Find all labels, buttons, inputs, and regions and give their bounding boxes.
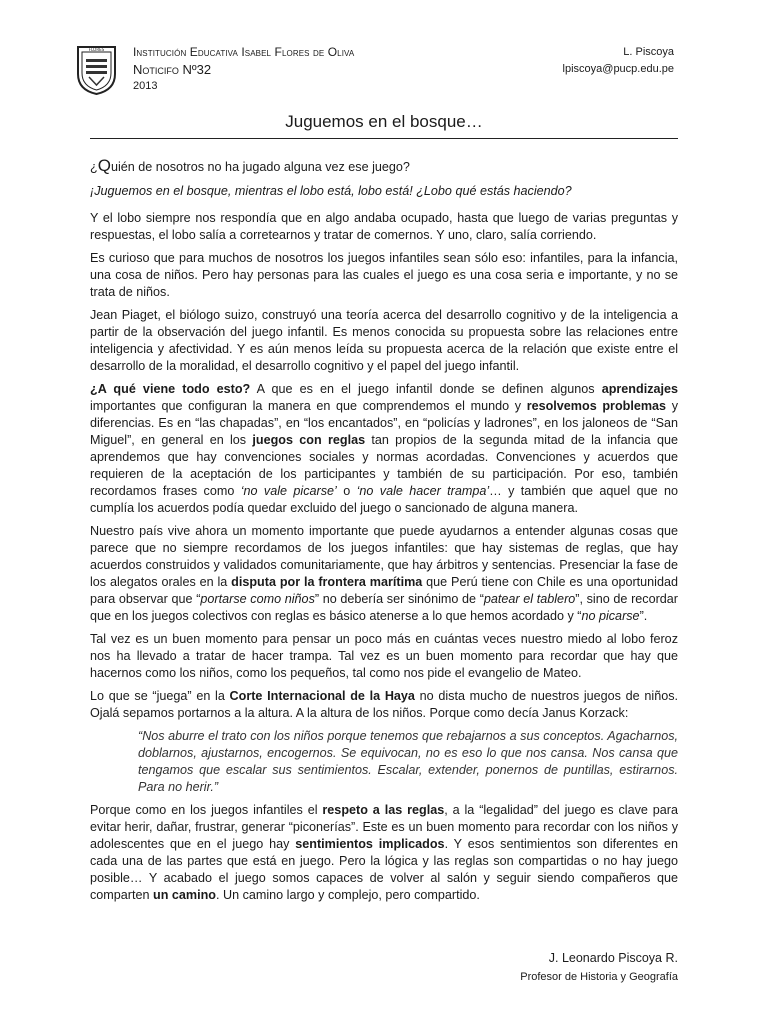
institution-name: Institución Educativa Isabel Flores de Oliva	[133, 45, 355, 59]
header-left	[133, 44, 354, 95]
signature-role: Profesor de Historia y Geografía	[520, 971, 678, 983]
author-email: lpiscoya@pucp.edu.pe	[562, 63, 674, 75]
paragraph-5: Nuestro país vive ahora un momento importante que puede ayudarnos a entender algunas cosas que parece que no siempre recordamos de los juegos infantiles: que hay sistemas de reglas, que hay acuerdos construidos y validados comunitariamente, que hay árbitros y sentencias. Presenciar la fase de los alegatos orales en la disputa por la frontera marítima que Perú tiene con Chile es una oportunidad para observar que “portarse como niños” no debería ser sinónimo de “patear el tablero”, sino de recordar que en los juegos colectivos con reglas es básico atenerse a lo que hemos acordado y “no picarse”.	[90, 524, 678, 623]
title-divider	[90, 138, 678, 139]
signature-name: J. Leonardo Piscoya R.	[548, 951, 678, 965]
article-title: Juguemos en el bosque…	[285, 112, 483, 131]
opening-question: ¿Quién de nosotros no ha jugado alguna vez ese juego?	[90, 156, 410, 175]
header-right	[563, 44, 674, 78]
author-short: L. Piscoya	[623, 46, 674, 58]
korczak-quote: “Nos aburre el trato con los niños porque tenemos que rebajarnos a sus conceptos. Agacharnos, doblarnos, ajustarnos, encogernos. Se equivocan, no es eso lo que nos cansa. Nos cansa que tengamos que escalar sus sentimientos. Escalar, extender, ponernos de puntillas, estirarnos. Para no herir.”	[138, 729, 678, 794]
paragraph-7: Lo que se “juega” en la Corte Internacional de la Haya no dista mucho de nuestros juegos de niños. Ojalá sepamos portarnos a la altura. A la altura de los niños. Porque como decía Janus Korzack:	[90, 689, 678, 720]
article-body	[90, 157, 678, 910]
song-line: ¡Juguemos en el bosque, mientras el lobo está, lobo está! ¿Lobo qué estás haciendo?	[90, 184, 572, 198]
paragraph-1: Y el lobo siempre nos respondía que en algo andaba ocupado, hasta que luego de varias preguntas y respuestas, el lobo salía a corretearnos y tratar de comernos. Y uno, claro, salía corriendo.	[90, 211, 678, 242]
svg-text:FLORES: FLORES	[88, 47, 105, 52]
paragraph-3: Jean Piaget, el biólogo suizo, construyó una teoría acerca del desarrollo cognitivo y de la inteligencia a partir de la observación del juego infantil. Es menos conocida su propuesta sobre las relaciones entre inteligencia y afectividad. Y es aún menos leída su propuesta acerca de la relación que existe entre el desarrollo de la moralidad, el desarrollo cognitivo y el papel del juego infantil.	[90, 308, 678, 373]
paragraph-8: Porque como en los juegos infantiles el respeto a las reglas, a la “legalidad” del juego es clave para evitar herir, dañar, frustrar, generar “piconerías”. Este es un buen momento para recordar con los niños y adolescentes que en el juego hay sentimientos implicados. Y esos sentimientos son diferentes en cada una de las partes que está en juego. Pero la lógica y las reglas son compartidas o no hay juego posible… Y acabado el juego somos capaces de volver al salón y seguir siendo compañeros que comparten un camino. Un camino largo y complejo, pero compartido.	[90, 803, 679, 902]
paragraph-6: Tal vez es un buen momento para pensar un poco más en cuántas veces nuestro miedo al lobo feroz nos ha llevado a tratar de hacer trampa. Tal vez es un buen momento para recordar que hay que hacernos como los niños, como los pequeños, tal como nos pide el evangelio de Mateo.	[90, 632, 678, 680]
paragraph-2: Es curioso que para muchos de nosotros los juegos infantiles sean sólo eso: infantiles, para la infancia, una cosa de niños. Pero hay personas para las cuales el juego es una cosa seria e importante, y no se trata de niños.	[90, 251, 678, 299]
paragraph-4: ¿A qué viene todo esto? A que es en el juego infantil donde se definen algunos aprendizajes importantes que configuran la manera en que comprendemos el mundo y resolvemos problemas y diferencias. Es en “las chapadas”, en “los encantados”, en “policías y ladrones”, en los jaloneos de “San Miguel”, en general en los juegos con reglas tan propios de la segunda mitad de la infancia que aprendemos que hay convenciones sociales y normas acordadas. Convenciones y acuerdos que requieren de la aceptación de los participantes y también de su participación. Por eso, también recordamos frases como ‘no vale picarse’ o ‘no vale hacer trampa’… y también que aquel que no cumplía los acuerdos podía quedar excluido del juego o sancionado de alguna manera.	[90, 382, 678, 515]
year: 2013	[133, 80, 158, 92]
signature-block	[520, 950, 678, 987]
school-crest-logo	[75, 44, 118, 96]
bulletin-number: Noticifo Nº32	[133, 62, 212, 77]
